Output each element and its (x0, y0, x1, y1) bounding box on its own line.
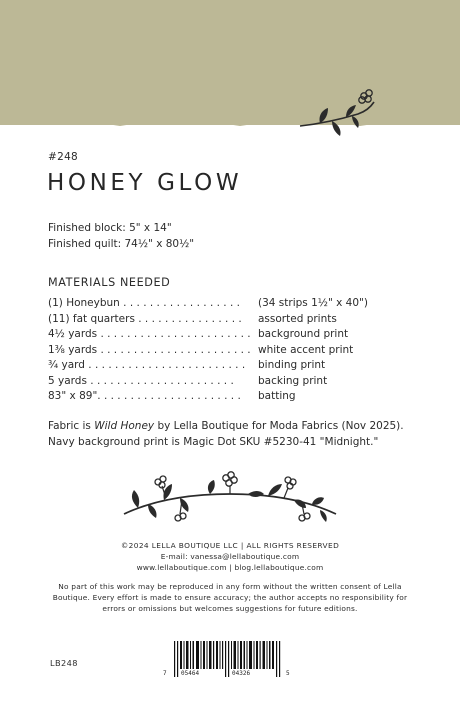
materials-list (48, 296, 438, 405)
product-code: LB248 (50, 658, 78, 668)
material-quantity: ¾ yard . . . . . . . . . . . . . . . . . . . . . . . . (48, 359, 246, 371)
list-item (48, 374, 438, 390)
list-item (48, 327, 438, 343)
barcode-check-digit: 5 (286, 670, 290, 677)
header-banner (0, 0, 460, 125)
material-quantity: 5 yards . . . . . . . . . . . . . . . . . . . . . . (48, 374, 234, 387)
fabric-collection: Wild Honey (94, 420, 155, 432)
material-quantity: 83" x 89". . . . . . . . . . . . . . . . . . . . . . (48, 390, 241, 402)
vine-icon (118, 470, 342, 526)
contact-web: www.lellaboutique.com | blog.lellaboutique.com (136, 563, 324, 572)
list-item (48, 343, 438, 359)
material-description: (34 strips 1½" x 40") (258, 297, 368, 309)
copyright: ©2024 LELLA BOUTIQUE LLC | ALL RIGHTS RESERVED (120, 541, 340, 550)
sprig-icon (298, 86, 380, 138)
list-item (48, 389, 438, 405)
barcode-lead-digit: 7 (163, 670, 167, 677)
pattern-number: #248 (48, 151, 79, 163)
material-description: backing print (258, 374, 328, 387)
page-title: HONEY GLOW (47, 170, 243, 196)
fabric-note (48, 419, 448, 450)
fabric-note-line-2: Navy background print is Magic Dot SKU #5230-41 "Midnight." (48, 435, 379, 448)
list-item (48, 312, 438, 328)
disclaimer: No part of this work may be reproduced in any form without the written consent of Lella Boutique. Every effort is made to ensure accuracy; the author accepts no responsibility for errors or omissions but welcomes suggestions for future editions. (52, 582, 408, 613)
material-quantity: (11) fat quarters . . . . . . . . . . . . . . . . (48, 312, 242, 325)
barcode-left-digits: 05464 (181, 670, 200, 677)
finished-sizes (48, 221, 194, 252)
material-description: batting (258, 390, 296, 402)
fabric-note-prefix: Fabric is (48, 420, 95, 432)
material-quantity: (1) Honeybun . . . . . . . . . . . . . . . . . . (48, 297, 240, 309)
contact-email: E-mail: vanessa@lellaboutique.com (160, 552, 300, 561)
fabric-note-suffix: by Lella Boutique for Moda Fabrics (Nov 2025). (154, 420, 404, 432)
torn-edge (0, 117, 460, 131)
material-description: assorted prints (258, 312, 337, 325)
material-quantity: 1⅜ yards . . . . . . . . . . . . . . . . . . . . . . . (48, 343, 251, 356)
fabric-note-line-1 (48, 419, 448, 435)
list-item (48, 296, 438, 312)
finished-quilt: Finished quilt: 74½" x 80½" (48, 237, 195, 250)
list-item (48, 358, 438, 374)
material-description: background print (258, 328, 349, 340)
barcode-right-digits: 04326 (232, 670, 251, 677)
finished-block: Finished block: 5" x 14" (48, 222, 172, 234)
material-description: binding print (258, 359, 326, 371)
materials-heading: MATERIALS NEEDED (48, 276, 171, 289)
material-description: white accent print (258, 343, 354, 356)
material-quantity: 4½ yards . . . . . . . . . . . . . . . . . . . . . . . (48, 328, 251, 340)
